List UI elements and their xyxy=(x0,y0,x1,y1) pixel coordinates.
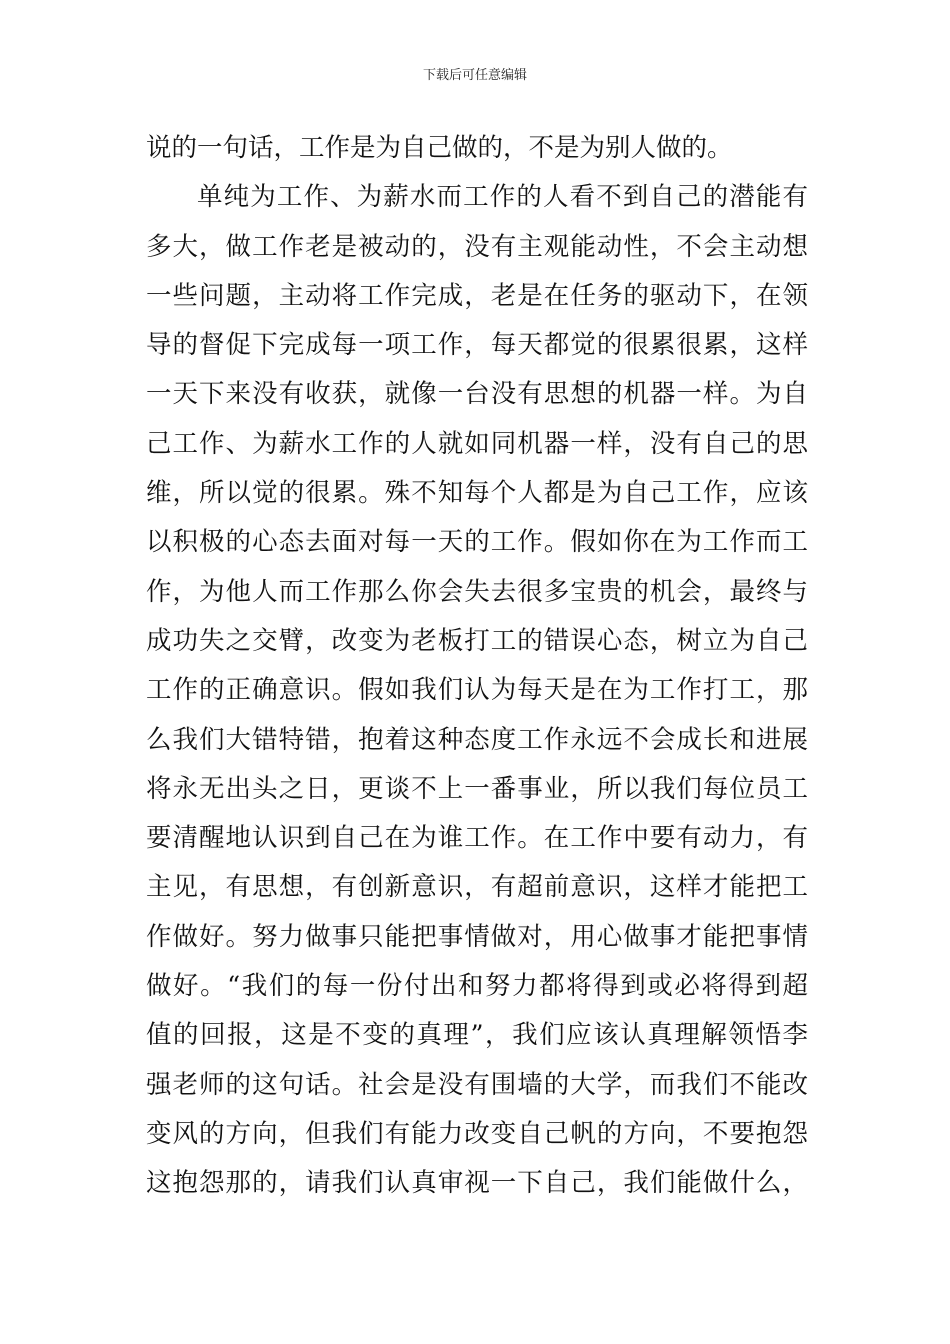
text-line: 工作的正确意识。假如我们认为每天是在为工作打工，那 xyxy=(146,675,808,706)
text-line: 多大，做工作老是被动的，没有主观能动性，不会主动想 xyxy=(146,231,808,262)
text-line: 说的一句话，工作是为自己做的，不是为别人做的。 xyxy=(146,133,733,163)
text-line: 维，所以觉的很累。殊不知每个人都是为自己工作，应该 xyxy=(146,478,808,509)
text-line: 单纯为工作、为薪水而工作的人看不到自己的潜能有 xyxy=(197,182,808,213)
text-line: 作做好。努力做事只能把事情做对，用心做事才能把事情 xyxy=(146,921,808,952)
text-line: 一天下来没有收获，就像一台没有思想的机器一样。为自 xyxy=(146,379,808,410)
text-line: 值的回报，这是不变的真理”，我们应该认真理解领悟李 xyxy=(146,1020,808,1051)
text-line: 强老师的这句话。社会是没有围墙的大学，而我们不能改 xyxy=(146,1069,808,1100)
text-line: 成功失之交臂，改变为老板打工的错误心态，树立为自己 xyxy=(146,625,808,656)
text-line: 这抱怨那的，请我们认真审视一下自己，我们能做什么， xyxy=(146,1168,808,1199)
text-line: 以积极的心态去面对每一天的工作。假如你在为工作而工 xyxy=(146,527,808,558)
text-line: 变风的方向，但我们有能力改变自己帆的方向，不要抱怨 xyxy=(146,1118,808,1149)
text-line: 导的督促下完成每一项工作，每天都觉的很累很累，这样 xyxy=(146,330,808,361)
text-line: 一些问题，主动将工作完成，老是在任务的驱动下，在领 xyxy=(146,280,808,311)
text-line: 将永无出头之日，更谈不上一番事业，所以我们每位员工 xyxy=(146,773,808,804)
text-line: 主见，有思想，有创新意识，有超前意识，这样才能把工 xyxy=(146,872,808,903)
text-line: 作，为他人而工作那么你会失去很多宝贵的机会，最终与 xyxy=(146,576,808,607)
text-line: 做好。“我们的每一份付出和努力都将得到或必将得到超 xyxy=(146,971,808,1002)
page-header: 下载后可任意编辑 xyxy=(422,68,527,83)
text-line: 要清醒地认识到自己在为谁工作。在工作中要有动力，有 xyxy=(146,823,808,854)
text-line: 己工作、为薪水工作的人就如同机器一样，没有自己的思 xyxy=(146,428,808,459)
text-line: 么我们大错特错，抱着这种态度工作永远不会成长和进展 xyxy=(146,724,808,755)
body-text xyxy=(146,124,808,1209)
